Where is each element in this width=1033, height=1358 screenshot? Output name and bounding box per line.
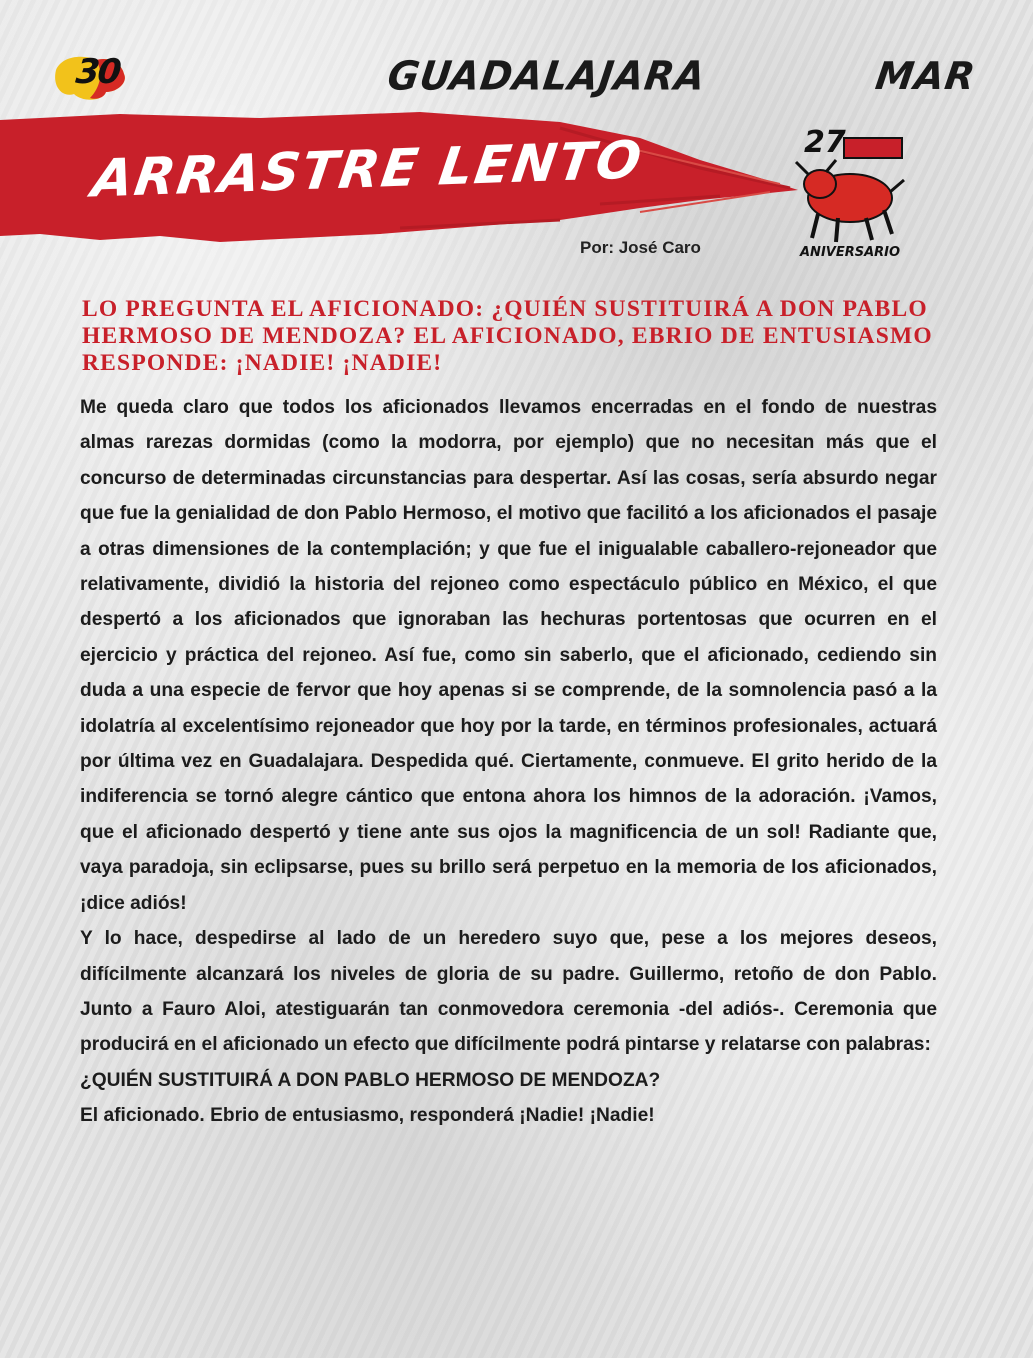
byline: Por: José Caro (580, 238, 701, 257)
page-number: 30 (73, 52, 122, 92)
month-header: MAR (872, 54, 979, 98)
section-title: ARRASTRE LENTO (88, 130, 647, 210)
paragraph: Me queda claro que todos los aficionados llevamos encerradas en el fondo de nuestras almas rarezas dormidas (como la modorra, por ejemplo) que no necesitan más que el concurso de determinadas circunstancias para despertar. Así las cosas, sería absurdo negar que fue la genialidad de don Pablo Hermoso, el motivo que facilitó a los aficionados el pasaje a otras dimensiones de la contemplación; y que fue el inigualable caballero-rejoneador que relativamente, dividió la historia del rejoneo como espectáculo público en México, el que despertó a los aficionados que ignoraban las hechuras portentosas que ocurren en el ejercicio y práctica del rejoneo. Así fue, como sin saberlo, que el aficionado, cediendo sin duda a una especie de fervor que hoy apenas si se comprende, de la somnolencia pasó a la idolatría al excelentísimo rejoneador que hoy por la tarde, en términos profesionales, actuará por última vez en Guadalajara. Despedida qué. Ciertamente, conmueve. El grito herido de la indiferencia se tornó alegre cántico que entona ahora los himnos de la adoración. ¡Vamos, que el aficionado despertó y tiene ante sus ojos la magnificencia de un sol! Radiante que, vaya paradoja, sin eclipsarse, pues su brillo será perpetuo en la memoria de los aficionados, ¡dice adiós! (80, 397, 937, 914)
paragraph: El aficionado. Ebrio de entusiasmo, responderá ¡Nadie! ¡Nadie! (80, 1105, 655, 1127)
article-subtitle: LO PREGUNTA EL AFICIONADO: ¿QUIÉN SUSTITUIRÁ A DON PABLO HERMOSO DE MENDOZA? EL AFICIONADO, EBRIO DE ENTUSIASMO RESPONDE: ¡NADIE! ¡NADIE! (82, 296, 933, 376)
article-body (80, 390, 937, 1134)
paragraph: Y lo hace, despedirse al lado de un heredero suyo que, pese a los mejores deseos, difícilmente alcanzará los niveles de gloria de su padre. Guillermo, retoño de don Pablo. Junto a Fauro Aloi, atestiguarán tan conmovedora ceremonia -del adiós-. Ceremonia que producirá en el aficionado un efecto que difícilmente podrá pintarse y relatarse con palabras: (80, 928, 937, 1056)
anniversary-logo (788, 110, 910, 262)
anniversary-number: 27 (804, 125, 846, 160)
anniversary-label: ANIVERSARIO (800, 245, 901, 260)
paragraph: ¿QUIÉN SUSTITUIRÁ A DON PABLO HERMOSO DE MENDOZA? (80, 1069, 661, 1091)
city-header: GUADALAJARA (384, 52, 709, 100)
